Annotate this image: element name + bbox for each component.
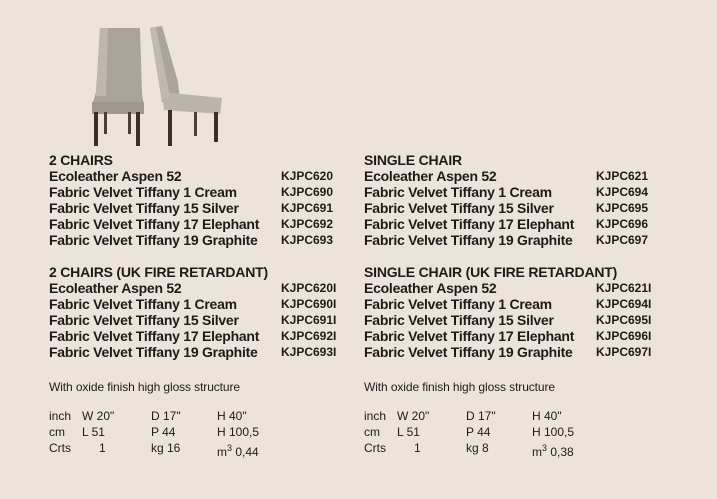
product-row <box>364 232 664 248</box>
product-name: Fabric Velvet Tiffany 15 Silver <box>49 200 239 216</box>
dim-unit: inch <box>49 409 72 423</box>
product-code: KJPC693I <box>281 345 337 359</box>
group-title: 2 CHAIRS <box>49 152 113 168</box>
product-code: KJPC620 <box>281 169 334 183</box>
product-code: KJPC690 <box>281 185 334 199</box>
product-group <box>364 152 664 248</box>
product-code: KJPC693 <box>281 233 334 247</box>
product-row <box>49 216 349 232</box>
product-name: Fabric Velvet Tiffany 17 Elephant <box>364 328 575 344</box>
product-name: Fabric Velvet Tiffany 1 Cream <box>49 184 237 200</box>
product-name: Fabric Velvet Tiffany 1 Cream <box>49 296 237 312</box>
dimensions-row-cm <box>364 424 664 440</box>
product-row <box>49 280 349 296</box>
dim-height: H 100,5 <box>217 425 260 439</box>
product-code: KJPC620I <box>281 281 337 295</box>
product-row <box>49 232 349 248</box>
dim-height: H 40" <box>532 409 562 423</box>
product-name: Fabric Velvet Tiffany 19 Graphite <box>364 344 573 360</box>
product-row <box>364 184 664 200</box>
dimensions-row-cartons <box>49 440 349 459</box>
dimensions-table <box>49 408 349 459</box>
product-name: Fabric Velvet Tiffany 19 Graphite <box>364 232 573 248</box>
product-code: KJPC692 <box>281 217 334 231</box>
product-code: KJPC690I <box>281 297 337 311</box>
left-column <box>49 152 349 459</box>
product-code: KJPC695 <box>596 201 649 215</box>
dimensions-table <box>364 408 664 459</box>
dim-depth: D 17" <box>151 409 181 423</box>
product-code: KJPC697I <box>596 345 652 359</box>
group-title: SINGLE CHAIR (UK FIRE RETARDANT) <box>364 264 618 280</box>
carton-count: 1 <box>414 441 421 455</box>
product-code: KJPC697 <box>596 233 649 247</box>
product-name: Ecoleather Aspen 52 <box>49 168 182 184</box>
product-name: Fabric Velvet Tiffany 19 Graphite <box>49 232 258 248</box>
product-code: KJPC694 <box>596 185 649 199</box>
product-code: KJPC692I <box>281 329 337 343</box>
product-row <box>49 296 349 312</box>
product-row <box>49 328 349 344</box>
dimensions-row-inch <box>364 408 664 424</box>
product-name: Fabric Velvet Tiffany 15 Silver <box>364 312 554 328</box>
product-name: Fabric Velvet Tiffany 1 Cream <box>364 296 552 312</box>
dim-height: H 100,5 <box>532 425 575 439</box>
product-row <box>364 328 664 344</box>
product-row <box>49 312 349 328</box>
product-code: KJPC694I <box>596 297 652 311</box>
product-row <box>364 296 664 312</box>
finish-note: With oxide finish high gloss structure <box>49 380 240 394</box>
product-name: Fabric Velvet Tiffany 15 Silver <box>364 200 554 216</box>
dim-unit: Crts <box>49 441 71 455</box>
product-group-fire-retardant <box>364 264 664 360</box>
product-name: Fabric Velvet Tiffany 17 Elephant <box>49 216 260 232</box>
chair-front-view <box>92 28 144 146</box>
product-name: Fabric Velvet Tiffany 17 Elephant <box>49 328 260 344</box>
carton-volume: $m^3$ 0,44 <box>217 443 259 459</box>
dim-width: L 51 <box>82 425 105 439</box>
dim-depth: D 17" <box>466 409 496 423</box>
chair-side-view <box>150 26 222 146</box>
product-row <box>49 168 349 184</box>
product-group <box>49 152 349 248</box>
product-code: KJPC696 <box>596 217 649 231</box>
product-code: KJPC696I <box>596 329 652 343</box>
product-row <box>49 344 349 360</box>
dim-unit: cm <box>364 425 380 439</box>
group-title: SINGLE CHAIR <box>364 152 462 168</box>
product-row <box>364 344 664 360</box>
product-code: KJPC695I <box>596 313 652 327</box>
product-row <box>364 312 664 328</box>
product-row <box>49 200 349 216</box>
product-name: Fabric Velvet Tiffany 17 Elephant <box>364 216 575 232</box>
dim-unit: Crts <box>364 441 386 455</box>
finish-note: With oxide finish high gloss structure <box>364 380 555 394</box>
product-row <box>49 184 349 200</box>
dimensions-row-inch <box>49 408 349 424</box>
product-name: Ecoleather Aspen 52 <box>364 280 497 296</box>
product-code: KJPC691 <box>281 201 334 215</box>
product-group-fire-retardant <box>49 264 349 360</box>
carton-weight: kg 8 <box>466 441 489 455</box>
dim-depth: P 44 <box>151 425 176 439</box>
carton-weight: kg 16 <box>151 441 181 455</box>
dim-width: W 20" <box>82 409 115 423</box>
carton-count: 1 <box>99 441 106 455</box>
product-code: KJPC621I <box>596 281 652 295</box>
dim-height: H 40" <box>217 409 247 423</box>
product-row <box>364 280 664 296</box>
product-name: Fabric Velvet Tiffany 1 Cream <box>364 184 552 200</box>
dim-depth: P 44 <box>466 425 491 439</box>
product-name: Ecoleather Aspen 52 <box>49 280 182 296</box>
product-name: Fabric Velvet Tiffany 15 Silver <box>49 312 239 328</box>
product-code: KJPC691I <box>281 313 337 327</box>
dimensions-row-cartons <box>364 440 664 459</box>
product-row <box>364 216 664 232</box>
dim-unit: inch <box>364 409 387 423</box>
group-title: 2 CHAIRS (UK FIRE RETARDANT) <box>49 264 268 280</box>
carton-volume: $m^3$ 0,38 <box>532 443 574 459</box>
product-code: KJPC621 <box>596 169 649 183</box>
product-name: Fabric Velvet Tiffany 19 Graphite <box>49 344 258 360</box>
product-row <box>364 168 664 184</box>
right-column <box>364 152 664 459</box>
dimensions-row-cm <box>49 424 349 440</box>
chairs-product-image <box>44 22 234 148</box>
product-name: Ecoleather Aspen 52 <box>364 168 497 184</box>
dim-width: L 51 <box>397 425 420 439</box>
product-row <box>364 200 664 216</box>
dim-width: W 20" <box>397 409 430 423</box>
dim-unit: cm <box>49 425 65 439</box>
